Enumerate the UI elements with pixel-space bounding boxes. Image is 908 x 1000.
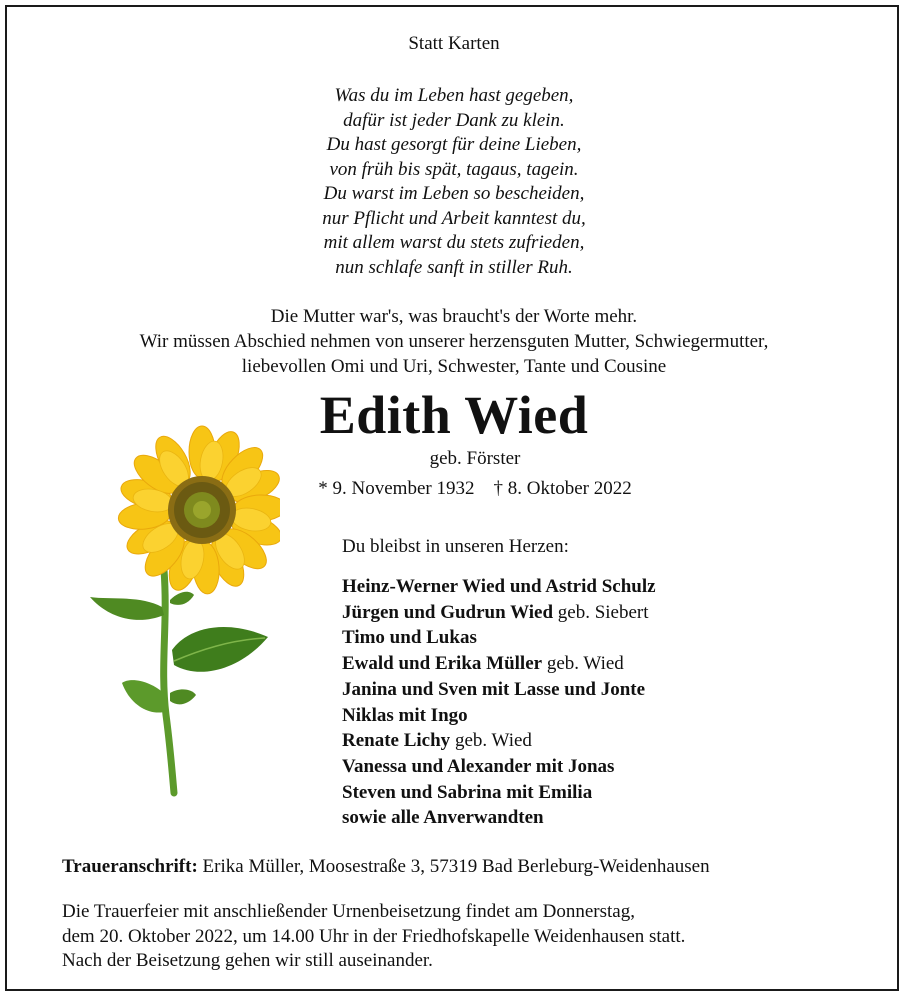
mourner-row (342, 805, 656, 831)
address-label: Traueranschrift: (62, 856, 198, 877)
mourner-name: Vanessa und Alexander mit Jonas (342, 755, 615, 777)
birth-date: * 9. November 1932 (318, 478, 475, 499)
mourner-suffix: geb. Wied (542, 653, 624, 675)
mourner-name: Renate Lichy (342, 730, 451, 752)
mourner-row (342, 574, 656, 600)
statt-karten-label: Statt Karten (408, 33, 500, 54)
leaf-lower-right (170, 689, 196, 704)
sunflower-image (80, 425, 280, 800)
mourner-row (342, 625, 656, 651)
intro-text (0, 304, 908, 379)
sunflower-head (117, 426, 280, 595)
ceremony-info (62, 900, 685, 974)
mourner-row (342, 754, 656, 780)
poem-line: Was du im Leben hast gegeben, (334, 85, 574, 106)
poem-line: Du warst im Leben so bescheiden, (323, 183, 585, 204)
leaf-upper-left (90, 597, 164, 620)
intro-line: Wir müssen Abschied nehmen von unserer herzensguten Mutter, Schwiegermutter, (139, 331, 769, 352)
mourner-suffix: geb. Siebert (553, 601, 649, 623)
poem-line: nur Pflicht und Arbeit kanntest du, (322, 207, 586, 229)
poem-line: mit allem warst du stets zufrieden, (323, 232, 585, 253)
deceased-name: Edith Wied (319, 385, 589, 445)
ceremony-line: Nach der Beisetzung gehen wir still auseinander. (62, 950, 433, 971)
poem-line: nun schlafe sanft in stiller Ruh. (335, 256, 573, 278)
mourner-row (342, 651, 656, 677)
mourners-heading: Du bleibst in unseren Herzen: (342, 536, 569, 557)
mourner-name: Timo und Lukas (342, 627, 477, 649)
leaf-right (172, 627, 268, 672)
birth-name: geb. Förster (429, 448, 521, 469)
poem-line: dafür ist jeder Dank zu klein. (343, 109, 565, 131)
mourner-name: Janina und Sven mit Lasse und Jonte (342, 678, 646, 700)
mourner-name: Heinz-Werner Wied und Astrid Schulz (342, 576, 656, 597)
mourner-name: Ewald und Erika Müller (342, 653, 543, 675)
mourner-row (342, 677, 656, 703)
poem (0, 84, 908, 280)
ceremony-line: Die Trauerfeier mit anschließender Urnenbeisetzung findet am Donnerstag, (62, 901, 635, 922)
poem-line: Du hast gesorgt für deine Lieben, (326, 134, 582, 155)
intro-line: Die Mutter war's, was braucht's der Worte mehr. (270, 306, 638, 327)
poem-line: von früh bis spät, tagaus, tagein. (329, 158, 579, 180)
mourners-list (342, 574, 656, 831)
mourner-name: Niklas mit Ingo (342, 704, 468, 726)
mourner-name: Steven und Sabrina mit Emilia (342, 781, 593, 803)
mourner-name: Jürgen und Gudrun Wied (342, 601, 554, 623)
mourner-row (342, 780, 656, 806)
ceremony-line: dem 20. Oktober 2022, um 14.00 Uhr in der Friedhofskapelle Weidenhausen statt. (62, 925, 686, 947)
death-date: † 8. Oktober 2022 (493, 478, 632, 499)
mourner-suffix: geb. Wied (450, 730, 532, 752)
mourner-name: sowie alle Anverwandten (342, 807, 544, 829)
mourner-row (342, 703, 656, 729)
leaf-small-right (170, 592, 194, 605)
mourner-row (342, 600, 656, 626)
intro-line: liebevollen Omi und Uri, Schwester, Tante und Cousine (241, 356, 667, 377)
address-value: Erika Müller, Moosestraße 3, 57319 Bad Berleburg-Weidenhausen (197, 856, 710, 877)
mourning-address (62, 856, 710, 878)
mourner-row (342, 728, 656, 754)
